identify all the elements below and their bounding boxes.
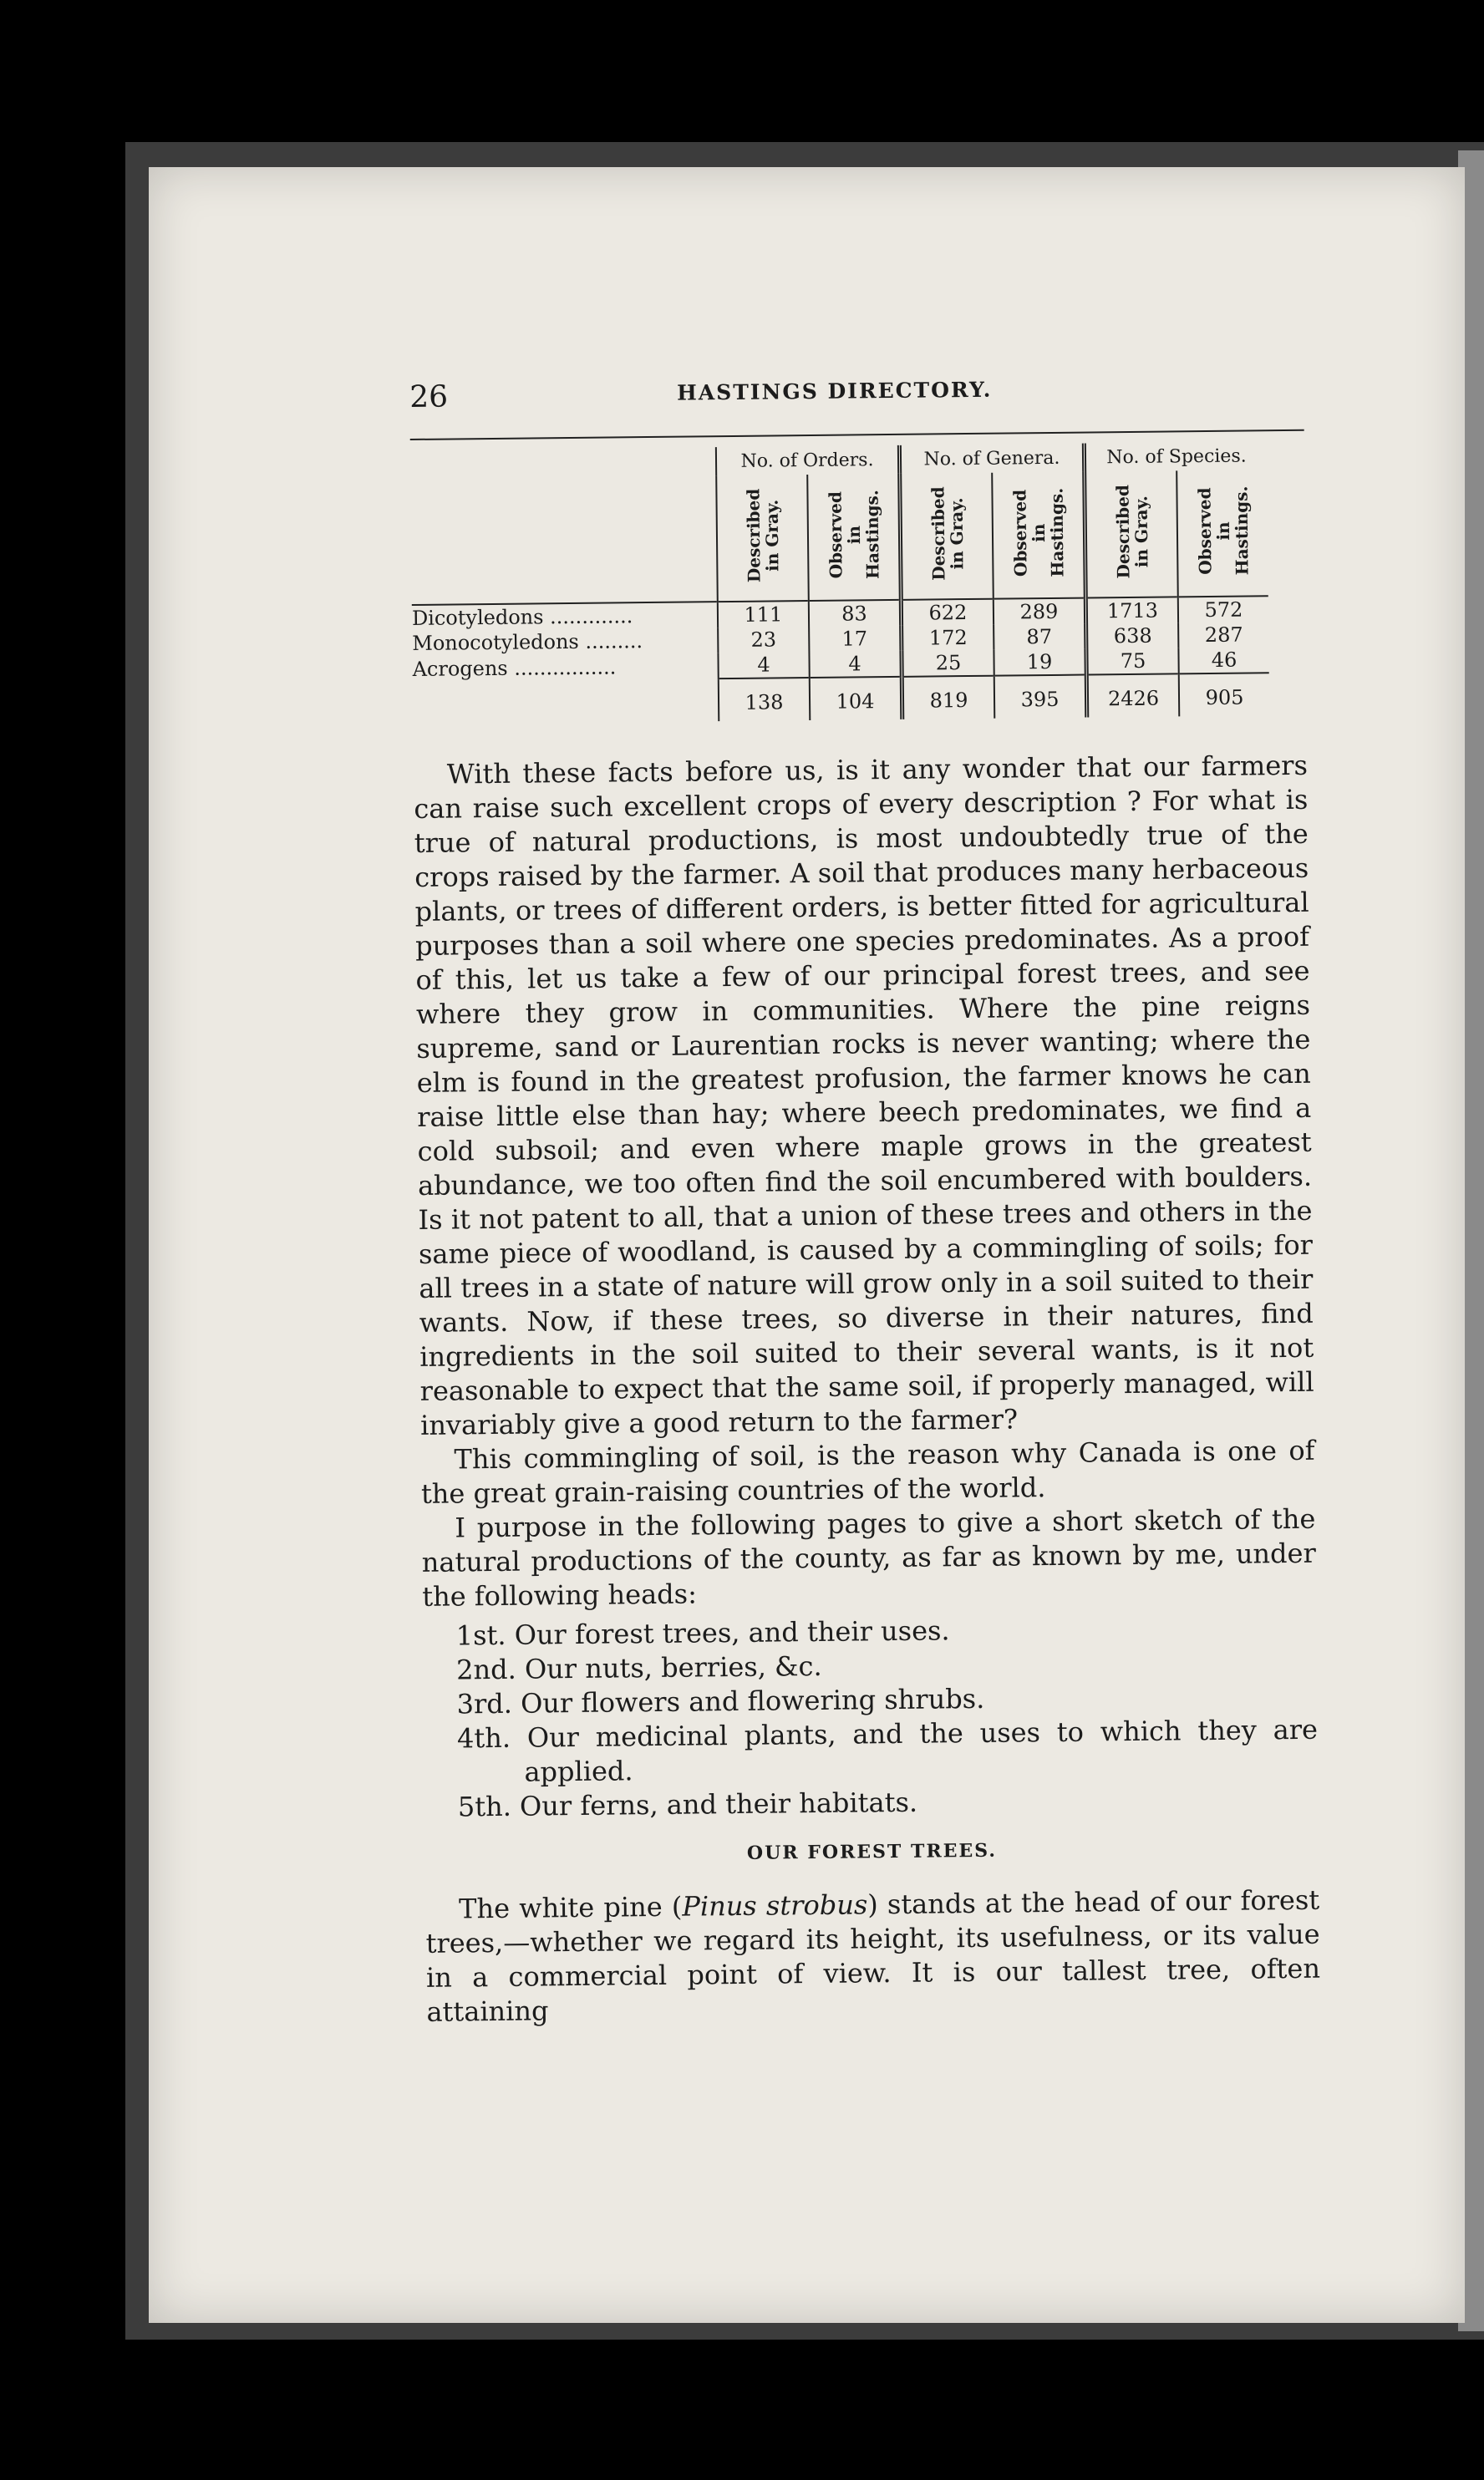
row-label: Acrogens ................ — [412, 654, 617, 681]
group-species: No. of Species. — [1084, 441, 1267, 471]
table-cell: 111 — [718, 601, 809, 628]
running-title: HASTINGS DIRECTORY. — [677, 377, 993, 405]
group-orders: No. of Orders. — [716, 445, 900, 475]
subhead-observed: Observed in Hastings. — [1193, 485, 1252, 576]
plant-statistics-table — [410, 441, 1269, 724]
species-name: Pinus strobus — [682, 1888, 868, 1923]
table-cell: 622 — [901, 599, 994, 626]
list-item: 5th. Our ferns, and their habitats. — [457, 1786, 918, 1823]
section-title: OUR FOREST TREES. — [746, 1839, 998, 1864]
list-item: 4th. Our medicinal plants, and the uses to which they are applied. — [456, 1713, 1319, 1788]
table-cell: 17 — [809, 626, 902, 652]
table-cell: 75 — [1086, 648, 1179, 674]
body-text — [414, 749, 1321, 2030]
paragraph: I purpose in the following pages to give a short sketch of the natural productions of the county, as far as known by me, under the following heads: — [421, 1502, 1316, 1613]
list-item: 1st. Our forest trees, and their uses. — [455, 1614, 950, 1652]
table-cell: 638 — [1086, 623, 1179, 648]
table-cell: 1713 — [1085, 597, 1178, 623]
table-cell: 83 — [809, 600, 902, 627]
subhead-observed: Observed in Hastings. — [824, 489, 883, 579]
subhead-described: Described in Gray. — [742, 488, 782, 582]
group-genera: No. of Genera. — [899, 444, 1084, 474]
heads-list — [456, 1610, 1319, 1825]
total-cell: 138 — [719, 678, 811, 721]
header-rule — [410, 429, 1304, 440]
paragraph: The white pine (Pinus strobus) stands at the head of our forest trees,—whether we regard its height, its usefulness, or its value in a commercial point of view. It is our tallest tree, often attaining — [425, 1883, 1321, 2028]
list-item: 3rd. Our flowers and flowering shrubs. — [456, 1682, 985, 1720]
table-cell: 289 — [994, 598, 1086, 625]
table-cell: 46 — [1178, 647, 1268, 673]
list-item: 2nd. Our nuts, berries, &c. — [455, 1649, 822, 1686]
table-cell: 4 — [809, 651, 902, 678]
table-cell: 25 — [902, 650, 994, 677]
page-number: 26 — [409, 379, 449, 414]
subhead-observed: Observed in Hastings. — [1009, 487, 1068, 577]
table-cell: 572 — [1178, 596, 1268, 623]
total-cell: 2426 — [1086, 673, 1179, 717]
table-cell: 4 — [718, 652, 809, 678]
page-content — [409, 371, 1321, 2030]
running-head — [409, 371, 1304, 430]
row-label: Monocotyledons ......... — [412, 629, 643, 655]
table-cell: 287 — [1178, 622, 1268, 648]
row-label: Dicotyledons ............. — [412, 602, 718, 631]
total-cell: 819 — [902, 676, 994, 719]
table-cell: 19 — [994, 649, 1086, 676]
table-cell: 172 — [902, 625, 994, 651]
subhead-described: Described in Gray. — [927, 486, 967, 581]
totals-row — [413, 673, 1269, 724]
paragraph: This commingling of soil, is the reason why Canada is one of the great grain-raising countries of the world. — [420, 1434, 1315, 1510]
table-cell: 23 — [718, 627, 809, 653]
total-cell: 905 — [1179, 673, 1270, 716]
total-cell: 104 — [810, 677, 902, 720]
total-cell: 395 — [994, 675, 1087, 719]
paragraph: With these facts before us, is it any wonder that our farmers can raise such excellent crops of every description ? For what is true of natural productions, is most undoubtedly true of the crops raised by the farmer. A soil that produces many herbaceous plants, or trees of different orders, is better fitted for agricultural purposes than a soil where one species predominates. As a proof of this, let us take a few of our principal forest trees, and see where they grow in communities. Where the pine reigns supreme, sand or Laurentian rocks is never wanting; where the elm is found in the greatest profusion, the farmer knows he can raise little else than hay; where beech predominates, we find a cold subsoil; and even where maple grows in the greatest abundance, we too often find the soil encumbered with boulders. Is it not patent to all, that a union of these trees and others in the same piece of woodland, is caused by a commingling of soils; for all trees in a state of nature will grow only in a soil suited to their wants. Now, if these trees, so diverse in their natures, find ingredients in the soil suited to their several wants, is it not reasonable to expect that the same soil, if properly managed, will invariably give a good return to the farmer? — [414, 749, 1314, 1441]
table-cell: 87 — [994, 624, 1086, 650]
subhead-described: Described in Gray. — [1111, 484, 1151, 579]
